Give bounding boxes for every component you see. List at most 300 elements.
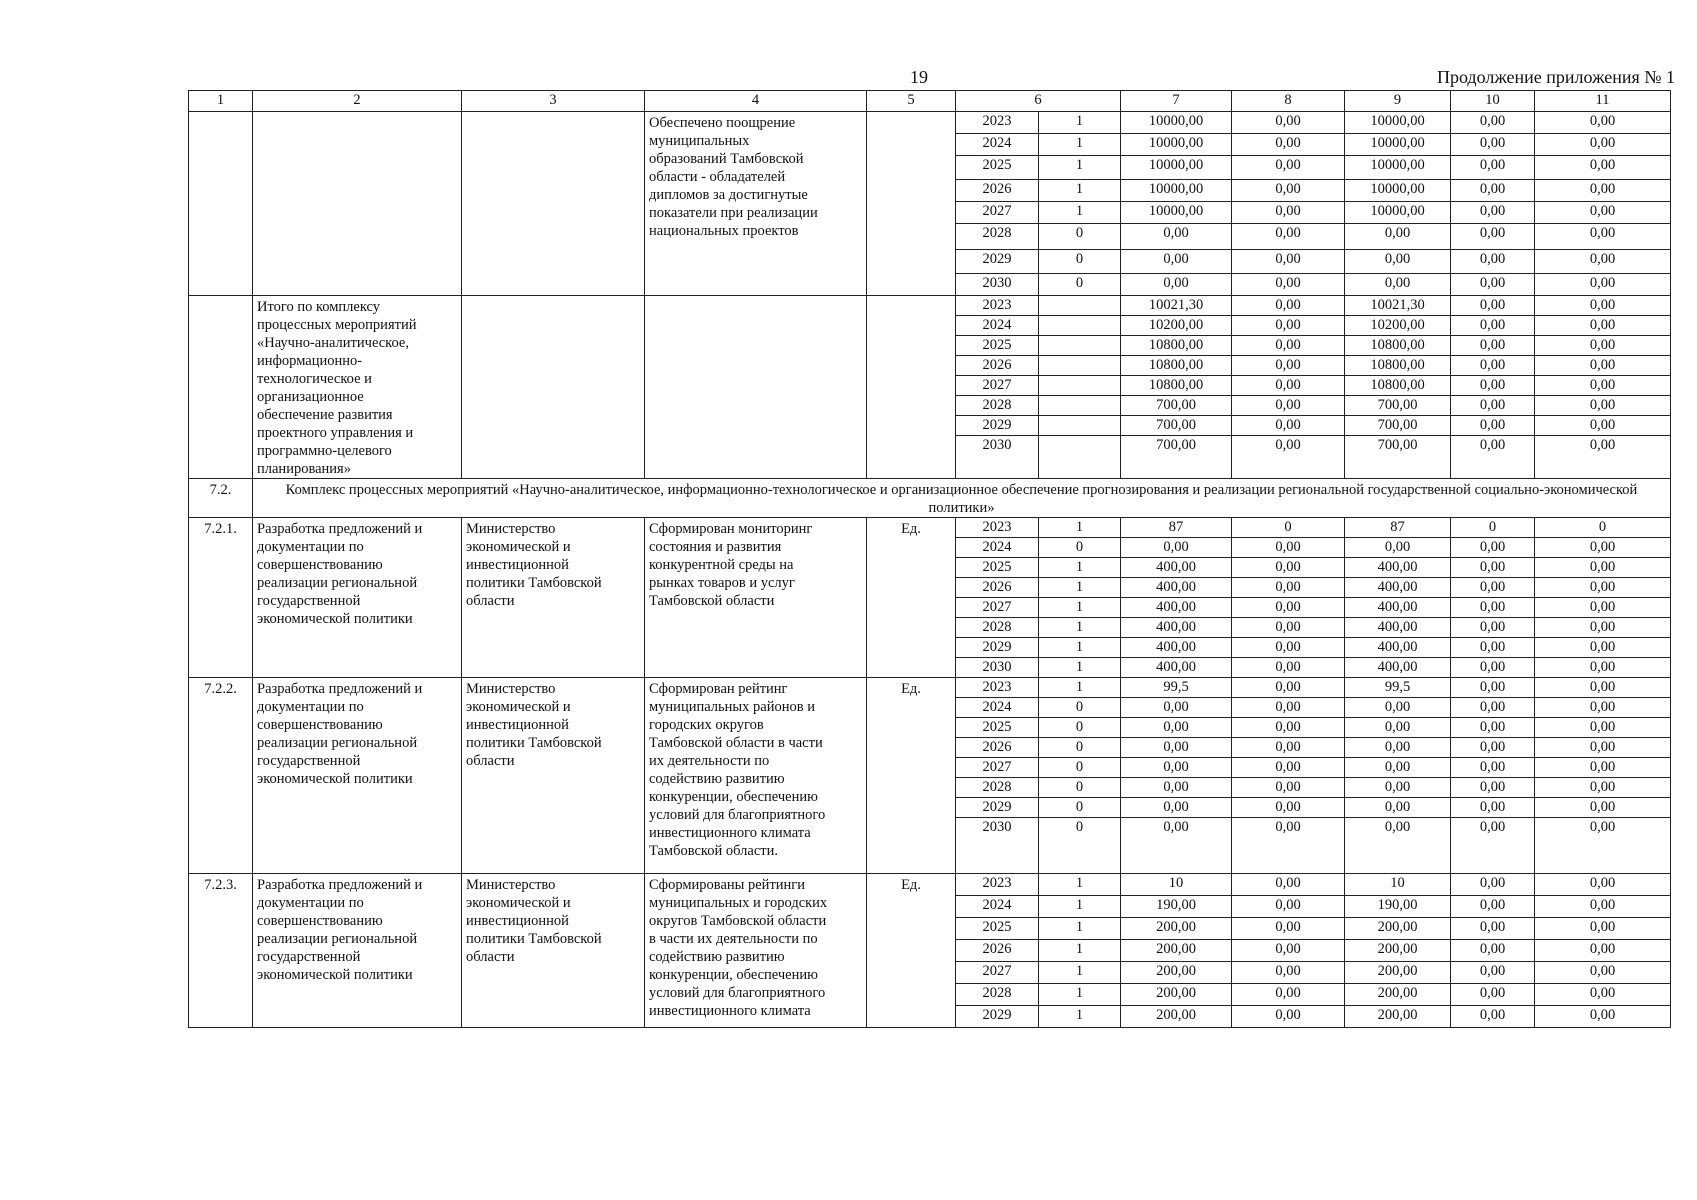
- value-cell: 0,00: [1535, 896, 1671, 918]
- value-cell: 0,00: [1535, 984, 1671, 1006]
- value-cell: 0,00: [1232, 376, 1345, 396]
- header-cell: 4: [645, 91, 867, 112]
- value-cell: [1039, 436, 1121, 479]
- year-cell: 2029: [956, 638, 1039, 658]
- value-cell: 1: [1039, 134, 1121, 156]
- value-cell: 200,00: [1345, 940, 1451, 962]
- value-cell: 0,00: [1451, 416, 1535, 436]
- value-cell: 400,00: [1121, 558, 1232, 578]
- result-description: Сформирован рейтинг муниципальных районов и городских округов Тамбовской области в части их деятельности по содействию развитию конкуренции, обеспечению условий для благоприятного инвестиционного климата Тамбовской области.: [645, 678, 867, 874]
- value-cell: 400,00: [1345, 638, 1451, 658]
- table-row: [189, 112, 1671, 134]
- value-cell: 0: [1535, 518, 1671, 538]
- year-cell: 2028: [956, 224, 1039, 250]
- table-row: [189, 296, 1671, 316]
- value-cell: [1039, 316, 1121, 336]
- value-cell: 0,00: [1345, 538, 1451, 558]
- value-cell: 0,00: [1535, 416, 1671, 436]
- unit-of-measure: [867, 296, 956, 479]
- year-cell: 2023: [956, 874, 1039, 896]
- value-cell: 0,00: [1535, 538, 1671, 558]
- value-cell: 0: [1039, 224, 1121, 250]
- year-cell: 2023: [956, 296, 1039, 316]
- value-cell: 0,00: [1345, 718, 1451, 738]
- value-cell: 10800,00: [1121, 336, 1232, 356]
- value-cell: 10000,00: [1345, 134, 1451, 156]
- value-cell: 400,00: [1121, 578, 1232, 598]
- header-cell: 5: [867, 91, 956, 112]
- value-cell: 0,00: [1451, 156, 1535, 180]
- year-cell: 2027: [956, 758, 1039, 778]
- value-cell: 0,00: [1535, 274, 1671, 296]
- value-cell: 0: [1232, 518, 1345, 538]
- value-cell: 190,00: [1345, 896, 1451, 918]
- responsible-executor: Министерство экономической и инвестиционной политики Тамбовской области: [462, 518, 645, 678]
- value-cell: 0,00: [1232, 758, 1345, 778]
- value-cell: 0,00: [1232, 112, 1345, 134]
- value-cell: 1: [1039, 984, 1121, 1006]
- year-cell: 2023: [956, 678, 1039, 698]
- value-cell: 0,00: [1535, 718, 1671, 738]
- value-cell: 0,00: [1232, 274, 1345, 296]
- value-cell: 0,00: [1232, 578, 1345, 598]
- value-cell: 0,00: [1232, 598, 1345, 618]
- value-cell: 0,00: [1535, 658, 1671, 678]
- header-cell: 10: [1451, 91, 1535, 112]
- value-cell: 0,00: [1451, 896, 1535, 918]
- year-cell: 2028: [956, 778, 1039, 798]
- year-cell: 2025: [956, 156, 1039, 180]
- value-cell: 1: [1039, 962, 1121, 984]
- value-cell: 0,00: [1451, 738, 1535, 758]
- responsible-executor: [462, 296, 645, 479]
- value-cell: [1039, 396, 1121, 416]
- value-cell: 1: [1039, 918, 1121, 940]
- value-cell: 0,00: [1451, 180, 1535, 202]
- value-cell: 87: [1345, 518, 1451, 538]
- year-cell: 2024: [956, 896, 1039, 918]
- value-cell: 10000,00: [1345, 202, 1451, 224]
- section-title: Комплекс процессных мероприятий «Научно-аналитическое, информационно-технологическое и организационное обеспечение прогнозирования и реализации региональной государственной социально-экономической политики»: [253, 479, 1671, 518]
- value-cell: 10: [1345, 874, 1451, 896]
- value-cell: 0,00: [1232, 918, 1345, 940]
- value-cell: 0,00: [1451, 778, 1535, 798]
- value-cell: 0,00: [1232, 658, 1345, 678]
- appendix-label: Продолжение приложения № 1: [1436, 67, 1675, 87]
- value-cell: 10800,00: [1121, 376, 1232, 396]
- value-cell: 0,00: [1451, 274, 1535, 296]
- value-cell: 0,00: [1451, 112, 1535, 134]
- year-cell: 2029: [956, 798, 1039, 818]
- value-cell: 0,00: [1232, 940, 1345, 962]
- year-cell: 2027: [956, 598, 1039, 618]
- year-cell: 2030: [956, 658, 1039, 678]
- value-cell: 99,5: [1345, 678, 1451, 698]
- value-cell: 1: [1039, 638, 1121, 658]
- value-cell: 0: [1039, 538, 1121, 558]
- value-cell: 0,00: [1121, 274, 1232, 296]
- value-cell: 10200,00: [1121, 316, 1232, 336]
- value-cell: 0,00: [1232, 984, 1345, 1006]
- value-cell: 0,00: [1345, 818, 1451, 874]
- value-cell: 0: [1039, 250, 1121, 274]
- item-code: 7.2.1.: [189, 518, 253, 678]
- value-cell: 400,00: [1121, 618, 1232, 638]
- year-cell: 2029: [956, 416, 1039, 436]
- value-cell: 10000,00: [1121, 202, 1232, 224]
- value-cell: 1: [1039, 156, 1121, 180]
- value-cell: 0,00: [1451, 538, 1535, 558]
- value-cell: 0,00: [1535, 316, 1671, 336]
- value-cell: 700,00: [1345, 436, 1451, 479]
- value-cell: 0,00: [1535, 738, 1671, 758]
- value-cell: 0: [1039, 818, 1121, 874]
- value-cell: 0,00: [1451, 618, 1535, 638]
- value-cell: 0,00: [1535, 336, 1671, 356]
- value-cell: 0,00: [1232, 416, 1345, 436]
- year-cell: 2028: [956, 396, 1039, 416]
- value-cell: 400,00: [1345, 558, 1451, 578]
- value-cell: 1: [1039, 940, 1121, 962]
- table-row: [189, 874, 1671, 896]
- value-cell: 0,00: [1232, 874, 1345, 896]
- value-cell: 0,00: [1232, 396, 1345, 416]
- value-cell: 0,00: [1451, 296, 1535, 316]
- value-cell: 0,00: [1232, 538, 1345, 558]
- value-cell: 0,00: [1121, 538, 1232, 558]
- value-cell: 0,00: [1232, 1006, 1345, 1028]
- year-cell: 2025: [956, 336, 1039, 356]
- value-cell: 0,00: [1535, 618, 1671, 638]
- value-cell: 1: [1039, 618, 1121, 638]
- value-cell: 200,00: [1121, 984, 1232, 1006]
- value-cell: 700,00: [1121, 396, 1232, 416]
- value-cell: 400,00: [1121, 598, 1232, 618]
- value-cell: 0,00: [1232, 336, 1345, 356]
- item-code: [189, 112, 253, 296]
- header-cell: 2: [253, 91, 462, 112]
- value-cell: 0,00: [1535, 396, 1671, 416]
- value-cell: 0,00: [1535, 598, 1671, 618]
- value-cell: 400,00: [1121, 658, 1232, 678]
- year-cell: 2025: [956, 718, 1039, 738]
- year-cell: 2024: [956, 316, 1039, 336]
- header-cell: 8: [1232, 91, 1345, 112]
- event-name: Разработка предложений и документации по совершенствованию реализации региональной государственной экономической политики: [253, 874, 462, 1028]
- value-cell: 0,00: [1232, 798, 1345, 818]
- value-cell: 0,00: [1535, 578, 1671, 598]
- value-cell: 0,00: [1232, 356, 1345, 376]
- value-cell: 0,00: [1451, 984, 1535, 1006]
- value-cell: 0,00: [1451, 356, 1535, 376]
- value-cell: 0,00: [1451, 250, 1535, 274]
- year-cell: 2028: [956, 618, 1039, 638]
- value-cell: 0,00: [1232, 896, 1345, 918]
- value-cell: 0,00: [1121, 224, 1232, 250]
- value-cell: 1: [1039, 896, 1121, 918]
- value-cell: 0,00: [1535, 180, 1671, 202]
- value-cell: 700,00: [1345, 416, 1451, 436]
- value-cell: 0,00: [1535, 376, 1671, 396]
- responsible-executor: Министерство экономической и инвестиционной политики Тамбовской области: [462, 678, 645, 874]
- value-cell: 0,00: [1232, 316, 1345, 336]
- value-cell: 0: [1039, 738, 1121, 758]
- year-cell: 2026: [956, 940, 1039, 962]
- event-name: Итого по комплексу процессных мероприятий «Научно-аналитическое, информационно- технологическое и организационное обеспечение развития проектного управления и программно-целевого планирования»: [253, 296, 462, 479]
- value-cell: 0,00: [1535, 698, 1671, 718]
- value-cell: 1: [1039, 180, 1121, 202]
- value-cell: 0,00: [1345, 274, 1451, 296]
- value-cell: 10021,30: [1121, 296, 1232, 316]
- value-cell: 0,00: [1535, 818, 1671, 874]
- value-cell: 400,00: [1345, 578, 1451, 598]
- value-cell: 0: [1039, 274, 1121, 296]
- value-cell: 0,00: [1345, 224, 1451, 250]
- header-cell: 11: [1535, 91, 1671, 112]
- year-cell: 2024: [956, 698, 1039, 718]
- unit-of-measure: Ед.: [867, 518, 956, 678]
- value-cell: 0,00: [1121, 818, 1232, 874]
- value-cell: 0,00: [1232, 698, 1345, 718]
- value-cell: 0,00: [1451, 316, 1535, 336]
- header-cell: 1: [189, 91, 253, 112]
- event-name: [253, 112, 462, 296]
- value-cell: 1: [1039, 874, 1121, 896]
- value-cell: 0,00: [1451, 758, 1535, 778]
- year-cell: 2027: [956, 962, 1039, 984]
- value-cell: 10000,00: [1345, 112, 1451, 134]
- budget-table: [188, 90, 1671, 1028]
- value-cell: 1: [1039, 658, 1121, 678]
- value-cell: 0,00: [1232, 436, 1345, 479]
- year-cell: 2025: [956, 558, 1039, 578]
- value-cell: 0,00: [1535, 638, 1671, 658]
- value-cell: 0,00: [1535, 918, 1671, 940]
- year-cell: 2026: [956, 356, 1039, 376]
- value-cell: 0,00: [1535, 874, 1671, 896]
- value-cell: 0,00: [1345, 778, 1451, 798]
- value-cell: 0,00: [1451, 718, 1535, 738]
- result-description: Сформированы рейтинги муниципальных и городских округов Тамбовской области в части их деятельности по содействию развитию конкуренции, обеспечению условий для благоприятного инвестиционного климата: [645, 874, 867, 1028]
- value-cell: 10: [1121, 874, 1232, 896]
- value-cell: 0,00: [1451, 918, 1535, 940]
- value-cell: 200,00: [1345, 984, 1451, 1006]
- year-cell: 2024: [956, 538, 1039, 558]
- value-cell: 0,00: [1345, 250, 1451, 274]
- value-cell: 0,00: [1535, 112, 1671, 134]
- year-cell: 2027: [956, 202, 1039, 224]
- unit-of-measure: [867, 112, 956, 296]
- year-cell: 2023: [956, 112, 1039, 134]
- value-cell: 700,00: [1121, 416, 1232, 436]
- value-cell: 0: [1039, 698, 1121, 718]
- value-cell: 0,00: [1535, 250, 1671, 274]
- header-cell: 7: [1121, 91, 1232, 112]
- value-cell: 0,00: [1232, 962, 1345, 984]
- value-cell: 0,00: [1535, 1006, 1671, 1028]
- value-cell: 0,00: [1451, 598, 1535, 618]
- value-cell: 1: [1039, 558, 1121, 578]
- value-cell: 0,00: [1232, 224, 1345, 250]
- value-cell: [1039, 296, 1121, 316]
- value-cell: 0,00: [1451, 396, 1535, 416]
- value-cell: 0,00: [1451, 638, 1535, 658]
- value-cell: 0: [1039, 758, 1121, 778]
- responsible-executor: [462, 112, 645, 296]
- value-cell: 0,00: [1232, 638, 1345, 658]
- value-cell: 0,00: [1451, 376, 1535, 396]
- item-code: 7.2.2.: [189, 678, 253, 874]
- event-name: Разработка предложений и документации по совершенствованию реализации региональной государственной экономической политики: [253, 518, 462, 678]
- value-cell: 10000,00: [1121, 156, 1232, 180]
- value-cell: 0,00: [1121, 698, 1232, 718]
- value-cell: 0: [1451, 518, 1535, 538]
- year-cell: 2024: [956, 134, 1039, 156]
- value-cell: 10000,00: [1121, 134, 1232, 156]
- value-cell: 0,00: [1232, 778, 1345, 798]
- value-cell: 0,00: [1345, 758, 1451, 778]
- value-cell: 400,00: [1345, 618, 1451, 638]
- value-cell: 0,00: [1451, 798, 1535, 818]
- value-cell: 0,00: [1232, 296, 1345, 316]
- year-cell: 2029: [956, 1006, 1039, 1028]
- value-cell: 0,00: [1451, 678, 1535, 698]
- section-row: [189, 479, 1671, 518]
- value-cell: 1: [1039, 518, 1121, 538]
- header-cell: 9: [1345, 91, 1451, 112]
- value-cell: 0,00: [1535, 940, 1671, 962]
- year-cell: 2028: [956, 984, 1039, 1006]
- value-cell: 0,00: [1232, 134, 1345, 156]
- table-row: [189, 678, 1671, 698]
- value-cell: 0,00: [1535, 224, 1671, 250]
- value-cell: 10021,30: [1345, 296, 1451, 316]
- unit-of-measure: Ед.: [867, 678, 956, 874]
- value-cell: 1: [1039, 598, 1121, 618]
- section-code: 7.2.: [189, 479, 253, 518]
- value-cell: 0,00: [1535, 962, 1671, 984]
- value-cell: 0,00: [1451, 558, 1535, 578]
- value-cell: 200,00: [1121, 940, 1232, 962]
- value-cell: 0,00: [1535, 678, 1671, 698]
- value-cell: 0,00: [1232, 618, 1345, 638]
- item-code: [189, 296, 253, 479]
- value-cell: 0,00: [1232, 558, 1345, 578]
- value-cell: [1039, 416, 1121, 436]
- table-row: [189, 518, 1671, 538]
- value-cell: 0,00: [1451, 1006, 1535, 1028]
- value-cell: 400,00: [1345, 658, 1451, 678]
- year-cell: 2030: [956, 274, 1039, 296]
- value-cell: 0,00: [1535, 798, 1671, 818]
- value-cell: 1: [1039, 678, 1121, 698]
- value-cell: 0,00: [1451, 436, 1535, 479]
- value-cell: 0,00: [1535, 156, 1671, 180]
- unit-of-measure: Ед.: [867, 874, 956, 1028]
- event-name: Разработка предложений и документации по совершенствованию реализации региональной государственной экономической политики: [253, 678, 462, 874]
- value-cell: 0: [1039, 778, 1121, 798]
- value-cell: 0,00: [1451, 818, 1535, 874]
- value-cell: 10800,00: [1345, 336, 1451, 356]
- value-cell: 0,00: [1535, 758, 1671, 778]
- value-cell: 0,00: [1232, 202, 1345, 224]
- value-cell: 10000,00: [1121, 180, 1232, 202]
- value-cell: 200,00: [1345, 962, 1451, 984]
- value-cell: 0,00: [1535, 202, 1671, 224]
- value-cell: 0,00: [1451, 202, 1535, 224]
- value-cell: 0,00: [1232, 818, 1345, 874]
- year-cell: 2023: [956, 518, 1039, 538]
- value-cell: 0,00: [1535, 436, 1671, 479]
- year-cell: 2026: [956, 578, 1039, 598]
- value-cell: 200,00: [1121, 962, 1232, 984]
- value-cell: 0,00: [1451, 874, 1535, 896]
- value-cell: 0,00: [1232, 250, 1345, 274]
- value-cell: 0,00: [1535, 558, 1671, 578]
- value-cell: 0,00: [1121, 718, 1232, 738]
- value-cell: 700,00: [1345, 396, 1451, 416]
- value-cell: 0,00: [1451, 336, 1535, 356]
- value-cell: 400,00: [1121, 638, 1232, 658]
- value-cell: 0,00: [1535, 778, 1671, 798]
- header-cell: 3: [462, 91, 645, 112]
- year-cell: 2030: [956, 436, 1039, 479]
- value-cell: 0,00: [1232, 156, 1345, 180]
- value-cell: 0,00: [1535, 356, 1671, 376]
- result-description: Сформирован мониторинг состояния и развития конкурентной среды на рынках товаров и услуг Тамбовской области: [645, 518, 867, 678]
- header-row: [189, 91, 1671, 112]
- value-cell: 200,00: [1345, 1006, 1451, 1028]
- value-cell: 0: [1039, 718, 1121, 738]
- year-cell: 2030: [956, 818, 1039, 874]
- value-cell: 0,00: [1451, 940, 1535, 962]
- item-code: 7.2.3.: [189, 874, 253, 1028]
- value-cell: 0,00: [1451, 962, 1535, 984]
- value-cell: 0,00: [1345, 738, 1451, 758]
- value-cell: 0,00: [1232, 678, 1345, 698]
- value-cell: 1: [1039, 112, 1121, 134]
- value-cell: 1: [1039, 202, 1121, 224]
- year-cell: 2027: [956, 376, 1039, 396]
- value-cell: 0,00: [1451, 698, 1535, 718]
- value-cell: 10800,00: [1345, 356, 1451, 376]
- value-cell: [1039, 336, 1121, 356]
- value-cell: 0,00: [1451, 134, 1535, 156]
- value-cell: 200,00: [1345, 918, 1451, 940]
- value-cell: 0,00: [1535, 296, 1671, 316]
- value-cell: 10000,00: [1345, 156, 1451, 180]
- page-number: 19: [910, 67, 928, 87]
- value-cell: 1: [1039, 578, 1121, 598]
- value-cell: 0,00: [1121, 778, 1232, 798]
- value-cell: 0,00: [1121, 250, 1232, 274]
- value-cell: 10200,00: [1345, 316, 1451, 336]
- value-cell: 200,00: [1121, 918, 1232, 940]
- value-cell: [1039, 356, 1121, 376]
- year-cell: 2025: [956, 918, 1039, 940]
- result-description: [645, 296, 867, 479]
- value-cell: 0,00: [1451, 224, 1535, 250]
- value-cell: 10800,00: [1121, 356, 1232, 376]
- value-cell: 99,5: [1121, 678, 1232, 698]
- value-cell: 190,00: [1121, 896, 1232, 918]
- value-cell: 700,00: [1121, 436, 1232, 479]
- value-cell: 400,00: [1345, 598, 1451, 618]
- value-cell: 0,00: [1232, 718, 1345, 738]
- value-cell: 0,00: [1232, 180, 1345, 202]
- value-cell: 0,00: [1121, 758, 1232, 778]
- value-cell: 0,00: [1232, 738, 1345, 758]
